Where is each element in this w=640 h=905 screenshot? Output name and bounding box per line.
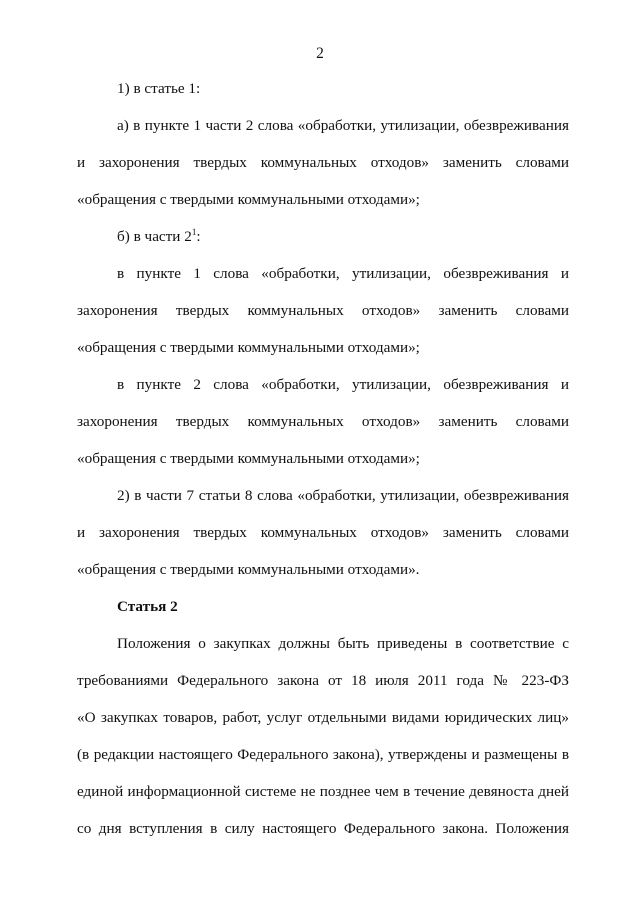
- text-line: 2) в части 7 статьи 8 слова «обработки, утилизации, обезвреживания: [117, 487, 569, 504]
- text-line: «обращения с твердыми коммунальными отходами»;: [77, 339, 420, 356]
- paragraph-item-1a: [77, 116, 569, 210]
- text-line: «обращения с твердыми коммунальными отходами»;: [77, 450, 420, 467]
- article-title: Статья 2: [117, 598, 178, 615]
- paragraph-point-1: [77, 264, 569, 358]
- paragraph-point-2: [77, 375, 569, 469]
- text-line: Положения о закупках должны быть приведены в соответствие с: [117, 635, 569, 652]
- text-line: захоронения твердых коммунальных отходов» заменить словами: [77, 413, 569, 430]
- text-line: в пункте 2 слова «обработки, утилизации, обезвреживания и: [117, 376, 569, 393]
- text-line: требованиями Федерального закона от 18 июля 2011 года № 223-ФЗ: [77, 672, 569, 689]
- text-fragment: :: [196, 228, 201, 245]
- text-line: а) в пункте 1 части 2 слова «обработки, утилизации, обезвреживания: [117, 117, 569, 134]
- text-line: 1) в статье 1:: [117, 80, 201, 97]
- text-line: «О закупках товаров, работ, услуг отдельными видами юридических лиц»: [77, 709, 569, 726]
- text-line: и захоронения твердых коммунальных отходов» заменить словами: [77, 524, 569, 541]
- article-heading: [77, 597, 569, 617]
- paragraph-article-2: [77, 634, 569, 839]
- document-body: [77, 79, 569, 839]
- text-line: и захоронения твердых коммунальных отходов» заменить словами: [77, 154, 569, 171]
- text-line: [77, 227, 569, 247]
- page-number: 2: [316, 45, 324, 62]
- text-line: со дня вступления в силу настоящего Федерального закона. Положения: [77, 820, 569, 837]
- text-line: единой информационной системе не позднее чем в течение девяноста дней: [77, 783, 569, 800]
- paragraph-item-1: [77, 79, 569, 99]
- text-line: «обращения с твердыми коммунальными отходами»;: [77, 191, 420, 208]
- text-fragment: б) в части 2: [117, 228, 192, 245]
- text-line: (в редакции настоящего Федерального закона), утверждены и размещены в: [77, 746, 569, 763]
- paragraph-item-1b: [77, 227, 569, 247]
- text-line: «обращения с твердыми коммунальными отходами».: [77, 561, 420, 578]
- text-line: в пункте 1 слова «обработки, утилизации, обезвреживания и: [117, 265, 569, 282]
- superscript: 1: [191, 227, 197, 237]
- text-line: захоронения твердых коммунальных отходов» заменить словами: [77, 302, 569, 319]
- paragraph-item-2: [77, 486, 569, 580]
